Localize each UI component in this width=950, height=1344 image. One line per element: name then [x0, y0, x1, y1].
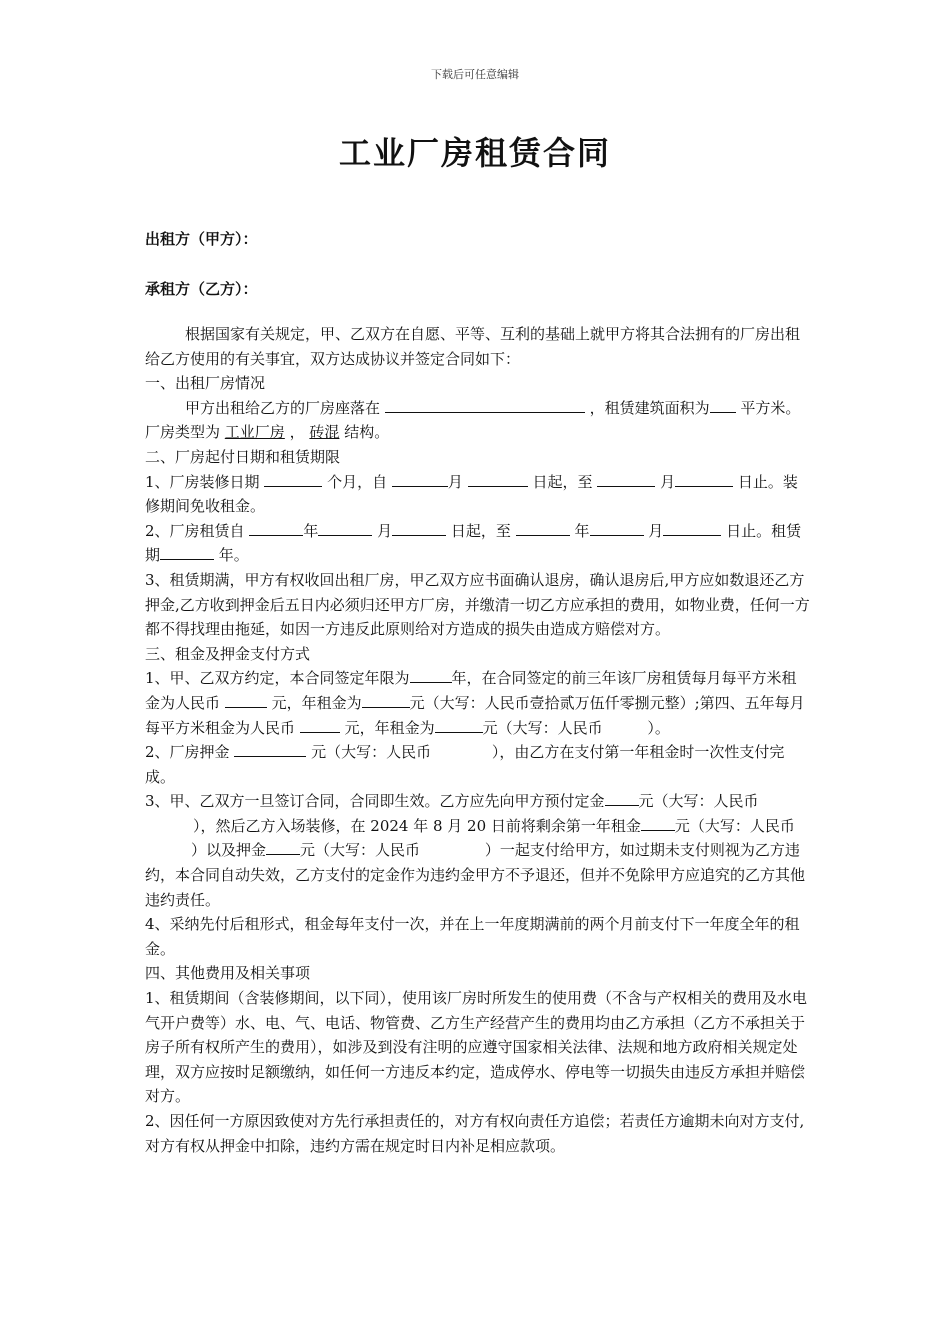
header-note: 下载后可任意编辑: [431, 68, 519, 81]
section-3-item-2: 2、厂房押金 元（大写：人民币 ），由乙方在支付第一年租金时一次性支付完成。: [145, 743, 785, 786]
intro-paragraph: 根据国家有关规定，甲、乙双方在自愿、平等、互利的基础上就甲方将其合法拥有的厂房出租给乙方使用的有关事宜，双方达成协议并签定合同如下：: [145, 325, 801, 368]
section-4-item-2: 2、因任何一方原因致使对方先行承担责任的，对方有权向责任方追偿；若责任方逾期未向对方支付,对方有权从押金中扣除，违约方需在规定时日内补足相应款项。: [145, 1112, 805, 1155]
section-3-heading: 三、租金及押金支付方式: [145, 644, 311, 663]
section-1-paragraph: 甲方出租给乙方的厂房座落在 ，租赁建筑面积为 平方米。厂房类型为 工业厂房 ， 砖混 结构。: [145, 398, 801, 442]
party-b-label: 承租方（乙方）：: [145, 280, 258, 298]
section-4-item-1: 1、租赁期间（含装修期间，以下同），使用该厂房时所发生的使用费（不含与产权相关的费用及水电气开户费等）水、电、气、电话、物管费、乙方生产经营产生的费用均由乙方承担（乙方不承担关于房子所有权所产生的费用），如涉及到没有注明的应遵守国家相关法律、法规和地方政府相关规定处理，双方应按时足额缴纳，如任何一方违反本约定，造成停水、停电等一切损失由违反方承担并赔偿对方。: [145, 989, 808, 1106]
section-3-item-4: 4、采纳先付后租形式，租金每年支付一次，并在上一年度期满前的两个月前支付下一年度全年的租金。: [145, 915, 800, 958]
section-2-item-3: 3、租赁期满，甲方有权收回出租厂房，甲乙双方应书面确认退房，确认退房后,甲方应如数退还乙方押金,乙方收到押金后五日内必须归还甲方厂房，并缴清一切乙方应承担的费用，如物业费，任何一方都不得找理由拖延，如因一方违反此原则给对方造成的损失由造成方赔偿对方。: [145, 570, 810, 639]
contract-body: [145, 322, 810, 1158]
area-blank: [710, 397, 736, 413]
section-1-heading: 一、出租厂房情况: [145, 374, 266, 393]
section-2-item-1: 1、厂房装修日期 个月，自 月 日起，至 月 日止。装修期间免收租金。: [145, 472, 798, 516]
section-3-item-1: 1、甲、乙双方约定，本合同签定年限为 年，在合同签定的前三年该厂房租赁每月每平方米租金为人民币 元，年租金为 元（大写：人民币壹拾贰万伍仟零捌元整）;第四、五年每月每平方米租金为人民币 元，年租金为 元（大写：人民币 ）。: [145, 669, 805, 737]
party-a-label: 出租方（甲方）：: [145, 230, 258, 248]
section-2-item-2: 2、厂房租赁自 年 月 日起，至 年 月 日止。租赁期 年。: [145, 521, 802, 565]
address-blank: [385, 397, 585, 413]
section-2-heading: 二、厂房起付日期和租赁期限: [145, 447, 341, 466]
section-4-heading: 四、其他费用及相关事项: [145, 964, 311, 983]
structure-value: 砖混: [309, 423, 340, 442]
factory-type-value: 工业厂房: [224, 423, 285, 442]
page-title: 工业厂房租赁合同: [338, 134, 611, 172]
section-3-item-3: 3、甲、乙双方一旦签订合同，合同即生效。乙方应先向甲方预付定金 元（大写：人民币 ），然后乙方入场装修，在 2024 年 8 月 20 日前将剩余第一年租金 元（大写：人民币 ）以及押金 元（大写：人民币 ）一起支付给甲方，如过期未支付则视为乙方违约，本合同自动失效，乙方支付的定金作为违约金甲方不予退还，但并不免除甲方应追究的乙方其他违约责任。: [145, 792, 806, 909]
